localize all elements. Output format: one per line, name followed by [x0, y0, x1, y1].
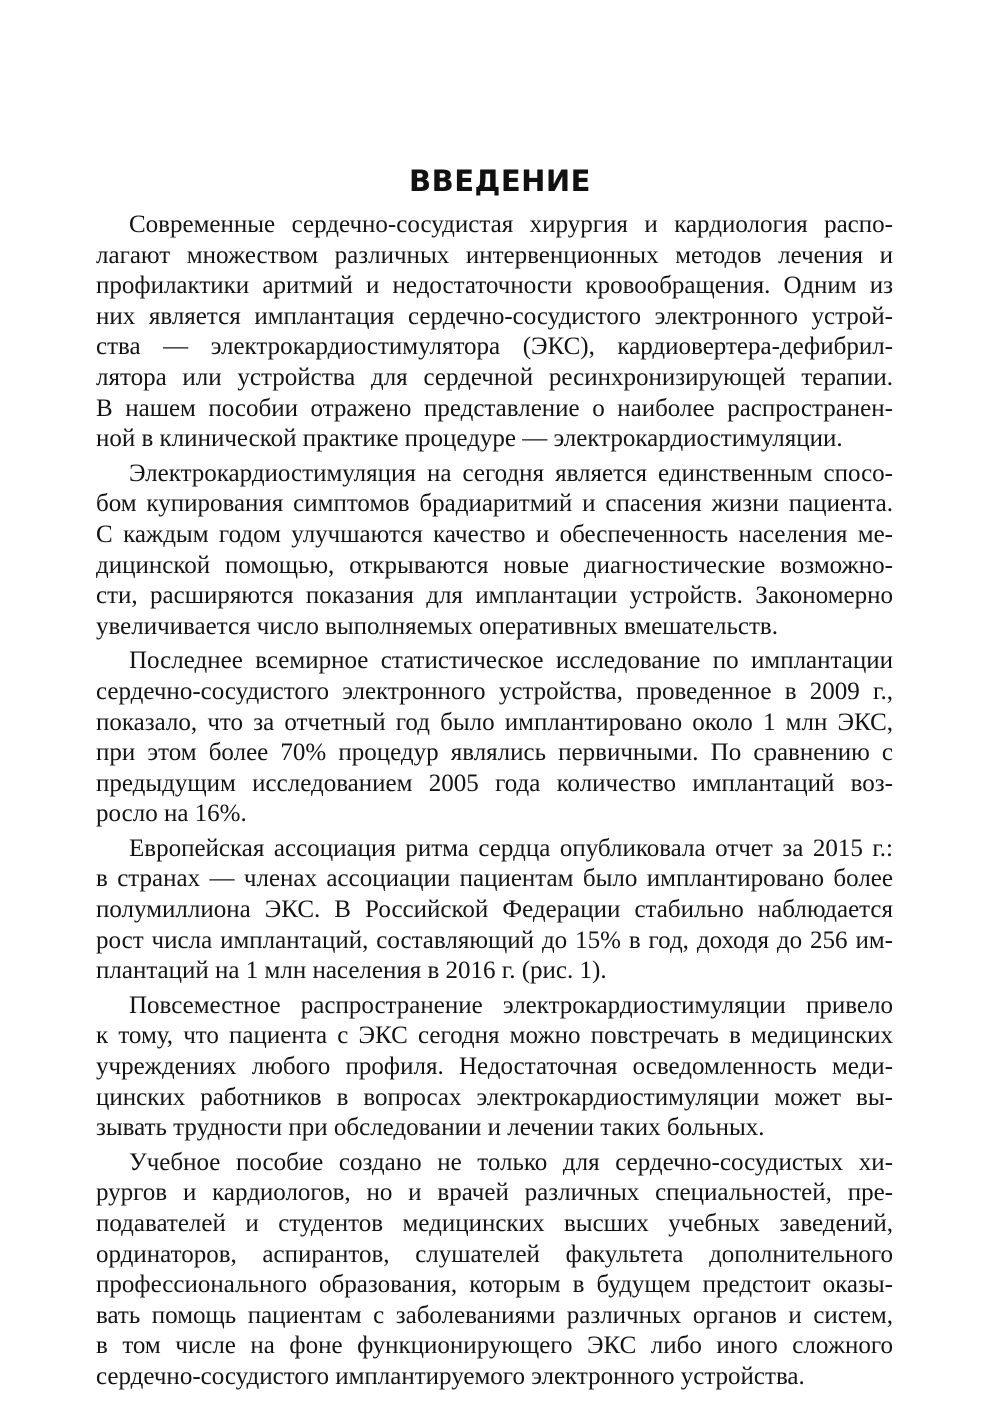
text-line: в странах — членах ассоциации пациентам было имплантировано более: [96, 865, 893, 893]
text-line: дицинской помощью, открываются новые диагностические возможно-: [96, 551, 893, 579]
text-line: Европейская ассоциация ритма сердца опубликовала отчет за 2015 г.:: [129, 834, 893, 862]
text-line: лятора или устройства для сердечной ресинхронизирующей терапии.: [96, 363, 893, 391]
text-line: подавателей и студентов медицинских высших учебных заведений,: [96, 1210, 893, 1237]
text-line: сердечно-сосудистого электронного устройства, проведенное в 2009 г.,: [96, 677, 893, 705]
paragraph: [96, 646, 893, 830]
text-line: рост числа имплантаций, составляющий до 15% в год, доходя до 256 им-: [96, 926, 893, 954]
paragraph: [96, 1148, 893, 1393]
text-line: рургов и кардиологов, но и врачей различных специальностей, пре-: [96, 1179, 893, 1207]
text-line: лагают множеством различных интервенционных методов лечения и: [96, 241, 893, 269]
text-line: полумиллиона ЭКС. В Российской Федерации стабильно наблюдается: [96, 896, 893, 924]
text-line: в том числе на фоне функционирующего ЭКС либо иного сложного: [96, 1332, 893, 1360]
document-body: [96, 210, 893, 1397]
text-line: Повсеместное распространение электрокардиостимуляции привело: [129, 991, 893, 1019]
text-line: сердечно-сосудистого имплантируемого электронного устройства.: [96, 1362, 805, 1390]
paragraph: [96, 210, 893, 455]
page-title: ВВЕДЕНИЕ: [408, 164, 591, 198]
text-line: ординаторов, аспирантов, слушателей факультета дополнительного: [96, 1240, 893, 1268]
text-line: профессионального образования, которым в будущем предстоит оказы-: [96, 1271, 893, 1299]
text-line: бом купирования симптомов брадиаритмий и спасения жизни пациента.: [96, 490, 893, 518]
text-line: В нашем пособии отражено представление о наиболее распространен-: [96, 394, 893, 422]
text-line: Электрокардиостимуляция на сегодня является единственным спосо-: [129, 459, 893, 487]
text-line: профилактики аритмий и недостаточности кровообращения. Одним из: [96, 272, 893, 300]
text-line: Последнее всемирное статистическое исследование по имплантации: [129, 647, 893, 675]
text-line: сти, расширяются показания для имплантации устройств. Закономерно: [96, 582, 893, 610]
text-line: показало, что за отчетный год было имплантировано около 1 млн ЭКС,: [96, 708, 893, 736]
text-line: них является имплантация сердечно-сосудистого электронного устрой-: [96, 302, 893, 330]
text-line: ства — электрокардиостимулятора (ЭКС), кардиовертера-дефибрил-: [96, 333, 893, 361]
text-line: росло на 16%.: [96, 800, 247, 828]
text-line: плантаций на 1 млн населения в 2016 г. (рис. 1).: [96, 957, 607, 985]
text-line: Современные сердечно-сосудистая хирургия и кардиология распо-: [129, 211, 893, 238]
paragraph: [96, 991, 893, 1144]
text-line: С каждым годом улучшаются качество и обеспеченность населения ме-: [96, 520, 893, 548]
text-line: предыдущим исследованием 2005 года количество имплантаций воз-: [96, 769, 893, 797]
text-line: Учебное пособие создано не только для сердечно-сосудистых хи-: [129, 1148, 893, 1176]
text-line: учреждениях любого профиля. Недостаточная осведомленность меди-: [96, 1053, 893, 1081]
paragraph: [96, 459, 893, 643]
text-line: увеличивается число выполняемых оперативных вмешательств.: [96, 612, 778, 640]
text-line: цинских работников в вопросах электрокардиостимуляции может вы-: [96, 1083, 893, 1111]
text-line: зывать трудности при обследовании и лечении таких больных.: [96, 1114, 765, 1142]
text-line: к тому, что пациента с ЭКС сегодня можно повстречать в медицинских: [96, 1022, 893, 1050]
text-line: ной в клинической практике процедуре — электрокардиостимуляции.: [96, 425, 843, 453]
text-line: вать помощь пациентам с заболеваниями различных органов и систем,: [96, 1301, 893, 1329]
text-line: при этом более 70% процедур являлись первичными. По сравнению с: [96, 739, 893, 767]
paragraph: [96, 834, 893, 987]
